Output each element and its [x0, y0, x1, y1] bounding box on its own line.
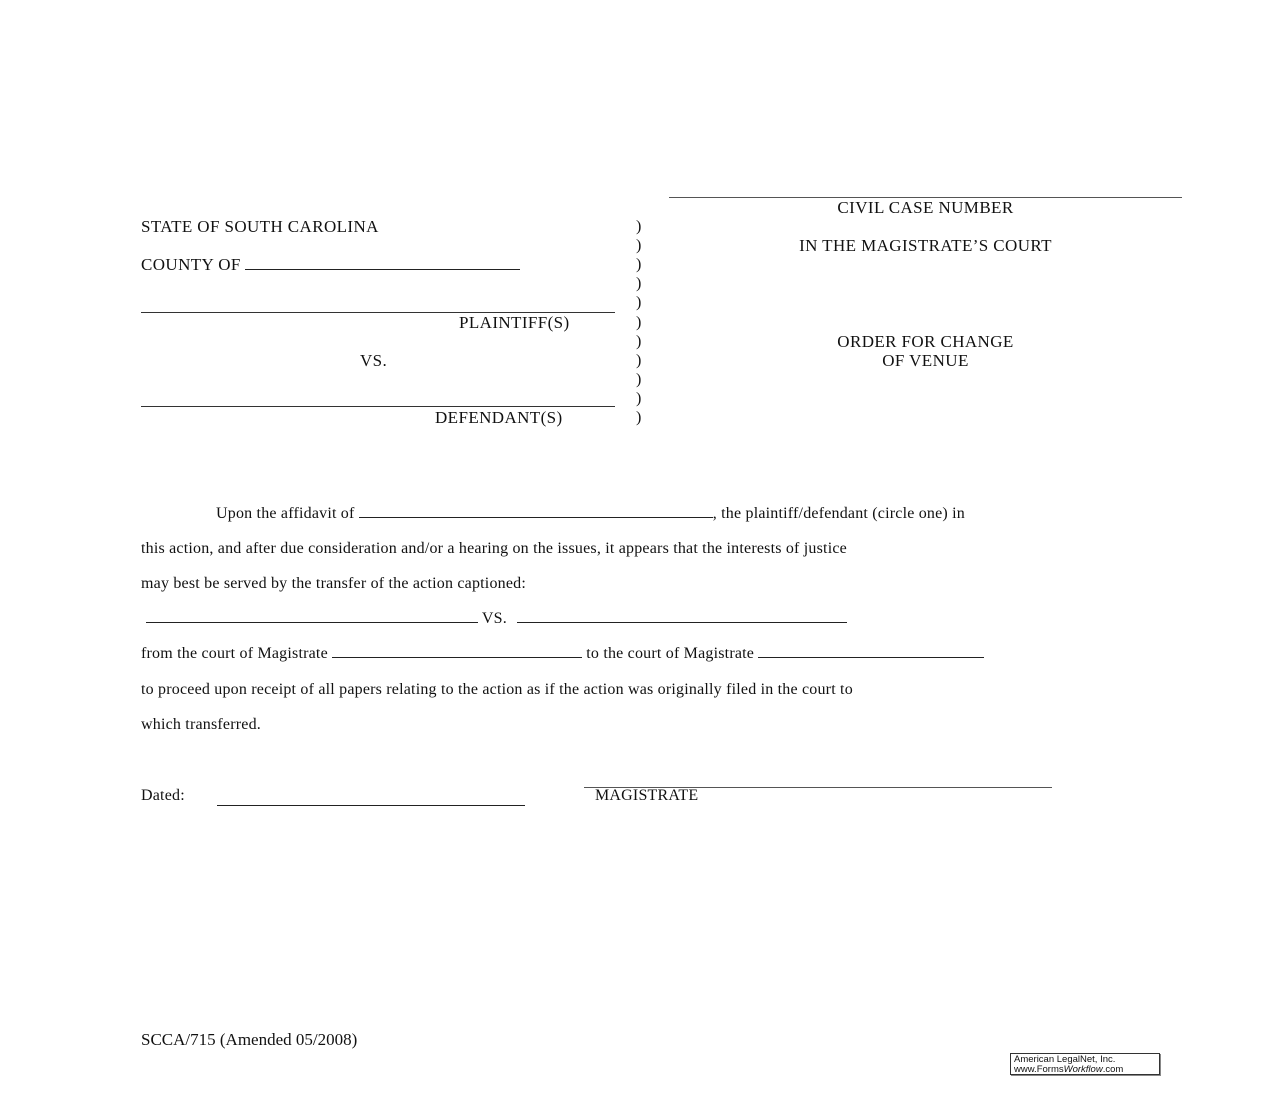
to-court-label: to the court of Magistrate: [586, 645, 755, 662]
caption-divider: ): [636, 218, 642, 235]
party-role-text: , the plaintiff/defendant (circle one) in: [712, 505, 965, 522]
caption-divider: ): [636, 256, 642, 273]
caption-divider: ): [636, 294, 642, 311]
body-line-6: which transferred.: [141, 716, 261, 733]
captioned-vs: VS.: [481, 610, 507, 627]
publisher-name: American LegalNet, Inc.: [1014, 1054, 1116, 1065]
form-id: SCCA/715 (Amended 05/2008): [141, 1030, 358, 1049]
caption-divider: ): [636, 352, 642, 369]
captioned-plaintiff-field[interactable]: [146, 621, 478, 623]
document-title-line1: ORDER FOR CHANGE: [837, 332, 1014, 351]
captioned-defendant-field[interactable]: [517, 621, 847, 623]
url-italic: Workflow: [1063, 1064, 1103, 1075]
from-magistrate-field[interactable]: [332, 656, 582, 658]
caption-divider: ): [636, 237, 642, 254]
affiant-name-field[interactable]: [359, 516, 713, 518]
body-line-3: may best be served by the transfer of the action captioned:: [141, 575, 526, 592]
body-line-5: to proceed upon receipt of all papers relating to the action as if the action was originally filed in the court to: [141, 681, 853, 698]
transfer-line: [141, 645, 984, 663]
caption-divider: ): [636, 390, 642, 407]
case-number-label: CIVIL CASE NUMBER: [837, 198, 1014, 217]
caption-divider: ): [636, 333, 642, 350]
from-court-label: from the court of Magistrate: [141, 645, 328, 662]
caption-divider: ): [636, 275, 642, 292]
url-suffix: .com: [1102, 1064, 1124, 1075]
caption-divider: ): [636, 409, 642, 426]
publisher-badge: [1010, 1053, 1160, 1075]
vs-label: VS.: [360, 351, 388, 370]
caption-divider: ): [636, 314, 642, 331]
magistrate-label: MAGISTRATE: [595, 787, 699, 804]
body-line-2: this action, and after due consideration and/or a hearing on the issues, it appears that the interests of justice: [141, 540, 847, 557]
url-prefix: www.Forms: [1014, 1064, 1064, 1075]
dated-label: Dated:: [141, 787, 185, 804]
captioned-action-line: [146, 610, 847, 628]
defendant-name-field[interactable]: [141, 406, 615, 407]
defendant-label: DEFENDANT(S): [435, 408, 563, 427]
publisher-url: [1014, 1065, 1156, 1075]
document-title-line2: OF VENUE: [882, 351, 969, 370]
affidavit-text: Upon the affidavit of: [216, 505, 355, 522]
date-field[interactable]: [217, 805, 525, 806]
state-label: STATE OF SOUTH CAROLINA: [141, 217, 379, 236]
plaintiff-label: PLAINTIFF(S): [459, 313, 570, 332]
county-label-text: COUNTY OF: [141, 255, 241, 274]
county-field[interactable]: [245, 268, 520, 270]
to-magistrate-field[interactable]: [758, 656, 984, 658]
county-label: [141, 255, 520, 275]
court-name: IN THE MAGISTRATE’S COURT: [799, 236, 1052, 255]
caption-divider: ): [636, 371, 642, 388]
body-line-1: [216, 505, 965, 523]
